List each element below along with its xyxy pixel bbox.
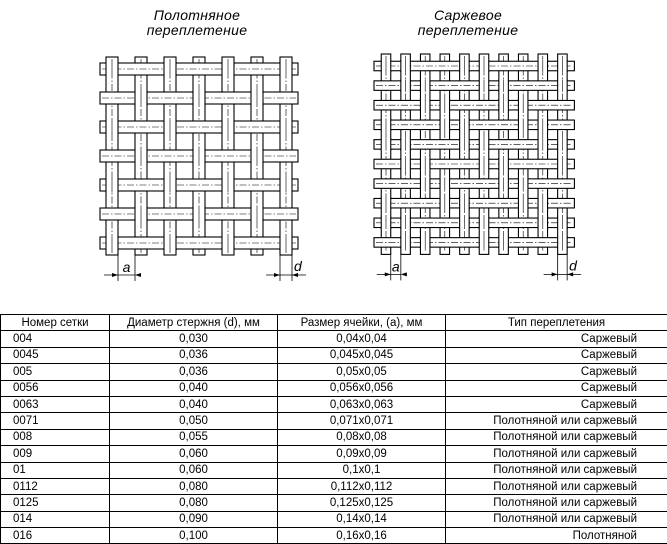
- cell-wire-diameter: 0,080: [110, 495, 278, 511]
- cell-weave-type: Саржевый: [446, 380, 667, 396]
- weave-strands: [374, 54, 574, 254]
- table-row: [1, 429, 667, 445]
- table-row: [1, 364, 667, 380]
- cell-weave-type: Полотняной или саржевый: [446, 413, 667, 429]
- cell-weave-type: Полотняной или саржевый: [446, 478, 667, 494]
- cell-cell-size: 0,071x0,071: [278, 413, 446, 429]
- dimension-arrow: [274, 273, 280, 277]
- cell-wire-diameter: 0,100: [110, 528, 278, 544]
- cell-cell-size: 0,08x0,08: [278, 429, 446, 445]
- twill-weave-title-line2: переплетение: [368, 23, 568, 38]
- cell-weave-type: Полотняной или саржевый: [446, 495, 667, 511]
- cell-cell-size: 0,09x0,09: [278, 446, 446, 462]
- cell-wire-diameter: 0,055: [110, 429, 278, 445]
- cell-cell-size: 0,056x0,056: [278, 380, 446, 396]
- mesh-table: [0, 314, 667, 544]
- cell-cell-size: 0,125x0,125: [278, 495, 446, 511]
- dimension-arrow: [135, 273, 141, 277]
- cell-wire-diameter: 0,060: [110, 446, 278, 462]
- table-row: [1, 462, 667, 478]
- header-cell-size: Размер ячейки, (a), мм: [278, 315, 446, 331]
- cell-cell-size: 0,04x0,04: [278, 331, 446, 347]
- label-a: a: [392, 258, 400, 274]
- cell-mesh-number: 014: [1, 511, 110, 527]
- cell-mesh-number: 0125: [1, 495, 110, 511]
- label-d: d: [294, 258, 303, 274]
- cell-wire-diameter: 0,030: [110, 331, 278, 347]
- cell-wire-diameter: 0,090: [110, 511, 278, 527]
- cell-cell-size: 0,1x0,1: [278, 462, 446, 478]
- label-d: d: [569, 257, 578, 273]
- table-row: [1, 396, 667, 412]
- cell-weave-type: Саржевый: [446, 331, 667, 347]
- label-a: a: [123, 259, 131, 275]
- cell-wire-diameter: 0,036: [110, 364, 278, 380]
- cell-mesh-number: 0056: [1, 380, 110, 396]
- cell-wire-diameter: 0,080: [110, 478, 278, 494]
- cell-wire-diameter: 0,036: [110, 347, 278, 363]
- cell-weave-type: Саржевый: [446, 364, 667, 380]
- table-row: [1, 478, 667, 494]
- table-row: [1, 331, 667, 347]
- twill-weave-drawing: [368, 0, 568, 312]
- table-row: [1, 413, 667, 429]
- cell-weave-type: Полотняной или саржевый: [446, 446, 667, 462]
- cell-cell-size: 0,05x0,05: [278, 364, 446, 380]
- cell-weave-type: Полотняной или саржевый: [446, 429, 667, 445]
- table-row: [1, 511, 667, 527]
- header-weave-type: Тип переплетения: [446, 315, 667, 331]
- plain-weave-title-line1: Полотняное: [92, 8, 302, 23]
- cell-mesh-number: 0045: [1, 347, 110, 363]
- table-row: [1, 528, 667, 544]
- dimension-arrow: [112, 273, 118, 277]
- cell-cell-size: 0,16x0,16: [278, 528, 446, 544]
- twill-weave-diagram: [368, 0, 568, 312]
- plain-weave-drawing: [92, 0, 302, 312]
- header-wire-diameter: Диаметр стержня (d), мм: [110, 315, 278, 331]
- cell-wire-diameter: 0,040: [110, 380, 278, 396]
- cell-weave-type: Полотняной или саржевый: [446, 462, 667, 478]
- dimension-lines: [104, 255, 306, 281]
- cell-cell-size: 0,112x0,112: [278, 478, 446, 494]
- table-row: [1, 446, 667, 462]
- cell-cell-size: 0,063x0,063: [278, 396, 446, 412]
- cell-mesh-number: 004: [1, 331, 110, 347]
- twill-weave-title-line1: Саржевое: [368, 8, 568, 23]
- cell-mesh-number: 01: [1, 462, 110, 478]
- cell-mesh-number: 016: [1, 528, 110, 544]
- cell-weave-type: Саржевый: [446, 396, 667, 412]
- dimension-arrow: [401, 272, 407, 276]
- plain-weave-diagram: [92, 0, 302, 312]
- table-row: [1, 380, 667, 396]
- cell-wire-diameter: 0,060: [110, 462, 278, 478]
- dimension-arrow: [552, 272, 558, 276]
- cell-mesh-number: 0112: [1, 478, 110, 494]
- cell-cell-size: 0,045x0,045: [278, 347, 446, 363]
- dimension-lines: [377, 254, 581, 280]
- cell-weave-type: Саржевый: [446, 347, 667, 363]
- cell-wire-diameter: 0,050: [110, 413, 278, 429]
- header-mesh-number: Номер сетки: [1, 315, 110, 331]
- plain-weave-title-line2: переплетение: [92, 23, 302, 38]
- cell-mesh-number: 009: [1, 446, 110, 462]
- table-row: [1, 495, 667, 511]
- cell-weave-type: Полотняной или саржевый: [446, 511, 667, 527]
- dimension-arrow: [385, 272, 391, 276]
- table-header-row: [1, 315, 667, 331]
- cell-mesh-number: 005: [1, 364, 110, 380]
- cell-wire-diameter: 0,040: [110, 396, 278, 412]
- cell-mesh-number: 008: [1, 429, 110, 445]
- table-row: [1, 347, 667, 363]
- cell-mesh-number: 0063: [1, 396, 110, 412]
- cell-cell-size: 0,14x0,14: [278, 511, 446, 527]
- cell-weave-type: Полотняной: [446, 528, 667, 544]
- weave-strands: [100, 57, 298, 255]
- cell-mesh-number: 0071: [1, 413, 110, 429]
